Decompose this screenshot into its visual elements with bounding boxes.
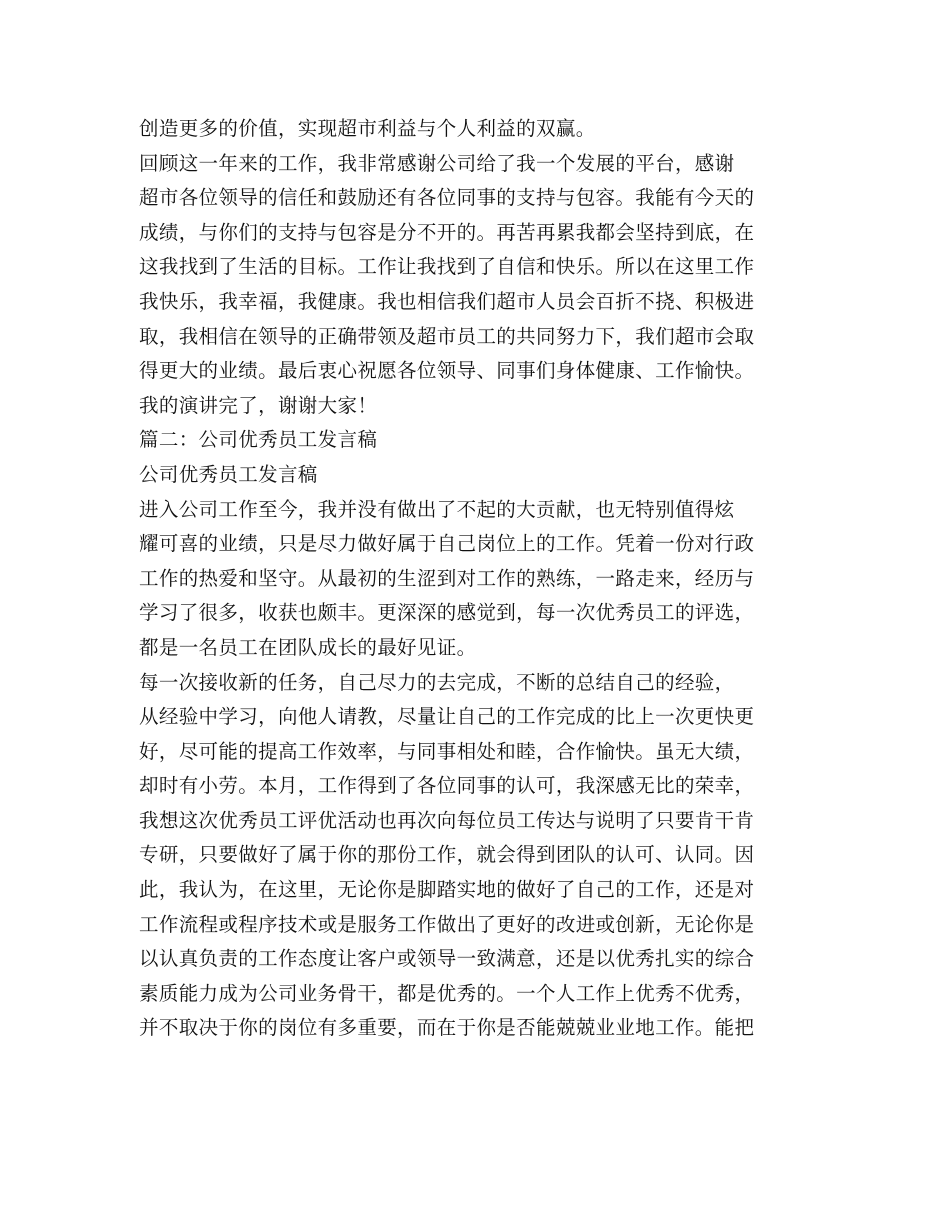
text-line: 工作的热爱和坚守。从最初的生涩到对工作的熟练，一路走来，经历与 — [139, 566, 755, 590]
text-line: 得更大的业绩。最后衷心祝愿各位领导、同事们身体健康、工作愉快。 — [139, 359, 755, 383]
text-line: 成绩，与你们的支持与包容是分不开的。再苦再累我都会坚持到底，在 — [139, 220, 755, 244]
text-line: 从经验中学习，向他人请教，尽量让自己的工作完成的比上一次更快更 — [139, 705, 755, 729]
article-title: 公司优秀员工发言稿 — [139, 462, 318, 486]
text-line: 创造更多的价值，实现超市利益与个人利益的双赢。 — [139, 117, 596, 140]
text-line: 却时有小劳。本月，工作得到了各位同事的认可，我深感无比的荣幸， — [139, 774, 755, 798]
text-line: 我的演讲完了，谢谢大家！ — [139, 393, 378, 417]
text-line: 这我找到了生活的目标。工作让我找到了自信和快乐。所以在这里工作 — [139, 255, 755, 279]
text-line: 此，我认为，在这里，无论你是脚踏实地的做好了自己的工作，还是对 — [139, 878, 755, 902]
section-heading: 篇二：公司优秀员工发言稿 — [139, 428, 378, 452]
text-line: 我想这次优秀员工评优活动也再次向每位员工传达与说明了只要肯干肯 — [139, 808, 755, 832]
text-line: 每一次接收新的任务，自己尽力的去完成，不断的总结自己的经验， — [139, 670, 735, 694]
text-line: 以认真负责的工作态度让客户或领导一致满意，还是以优秀扎实的综合 — [139, 947, 755, 971]
text-line: 都是一名员工在团队成长的最好见证。 — [139, 635, 477, 659]
text-line: 取，我相信在领导的正确带领及超市员工的共同努力下，我们超市会取 — [139, 324, 755, 348]
text-line: 进入公司工作至今，我并没有做出了不起的大贡献，也无特别值得炫 — [139, 497, 735, 521]
text-line: 素质能力成为公司业务骨干，都是优秀的。一个人工作上优秀不优秀， — [139, 981, 755, 1005]
text-line: 专研，只要做好了属于你的那份工作，就会得到团队的认可、认同。因 — [139, 843, 755, 867]
text-line: 超市各位领导的信任和鼓励还有各位同事的支持与包容。我能有今天的 — [139, 186, 755, 210]
text-line: 并不取决于你的岗位有多重要，而在于你是否能兢兢业业地工作。能把 — [139, 1016, 755, 1040]
text-line: 好，尽可能的提高工作效率，与同事相处和睦，合作愉快。虽无大绩， — [139, 739, 755, 763]
text-line: 耀可喜的业绩，只是尽力做好属于自己岗位上的工作。凭着一份对行政 — [139, 532, 755, 556]
text-line: 学习了很多，收获也颇丰。更深深的感觉到，每一次优秀员工的评选， — [139, 601, 755, 625]
document-body — [139, 112, 819, 1046]
text-line: 工作流程或程序技术或是服务工作做出了更好的改进或创新，无论你是 — [139, 912, 755, 936]
text-line: 回顾这一年来的工作，我非常感谢公司给了我一个发展的平台，感谢 — [139, 151, 735, 175]
text-line: 我快乐，我幸福，我健康。我也相信我们超市人员会百折不挠、积极进 — [139, 289, 755, 313]
